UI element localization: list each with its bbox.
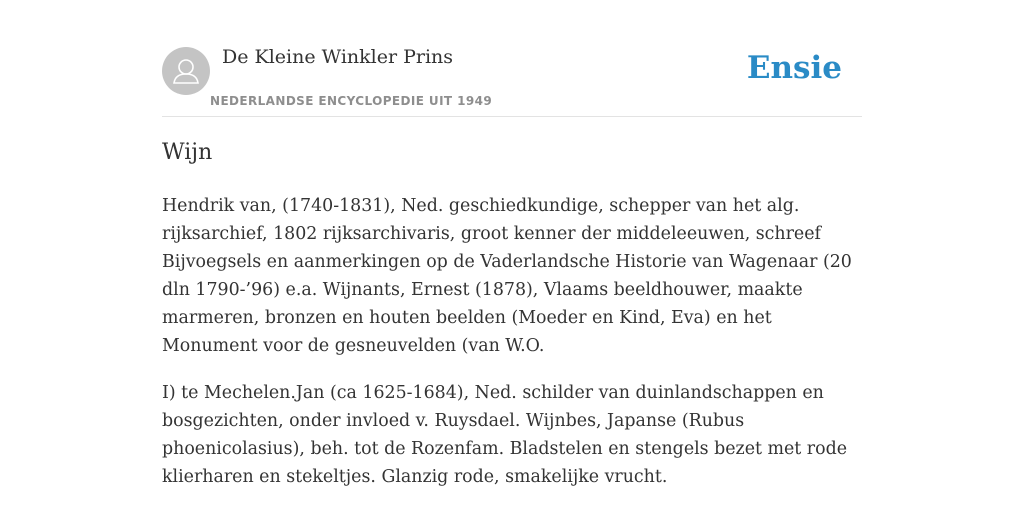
avatar[interactable]	[162, 47, 210, 95]
page-title: Wijn	[162, 140, 213, 165]
author-name[interactable]: De Kleine Winkler Prins	[222, 46, 454, 68]
brand-logo[interactable]: Ensie	[746, 50, 842, 86]
author-subtitle: NEDERLANDSE ENCYCLOPEDIE UIT 1949	[210, 94, 493, 108]
article-paragraph: I) te Mechelen.Jan (ca 1625-1684), Ned. schilder van duinlandschappen en bosgezichten, onder invloed v. Ruysdael. Wijnbes, Japanse (Rubus phoenicolasius), beh. tot de Rozenfam. Bladstelen en stengels bezet met rode klierharen en stekeltjes. Glanzig rode, smakelijke vrucht.	[162, 383, 848, 487]
user-icon	[162, 47, 210, 95]
header	[162, 44, 862, 117]
article-paragraph: Hendrik van, (1740-1831), Ned. geschiedkundige, schepper van het alg. rijksarchief, 1802 rijksarchivaris, groot kenner der middeleeuwen, schreef Bijvoegsels en aanmerkingen op de Vaderlandsche Historie van Wagenaar (20 dln 1790-’96) e.a. Wijnants, Ernest (1878), Vlaams beeldhouwer, maakte marmeren, bronzen en houten beelden (Moeder en Kind, Eva) en het Monument voor de gesneuvelden (van W.O.	[162, 196, 852, 356]
article-body	[162, 192, 872, 510]
